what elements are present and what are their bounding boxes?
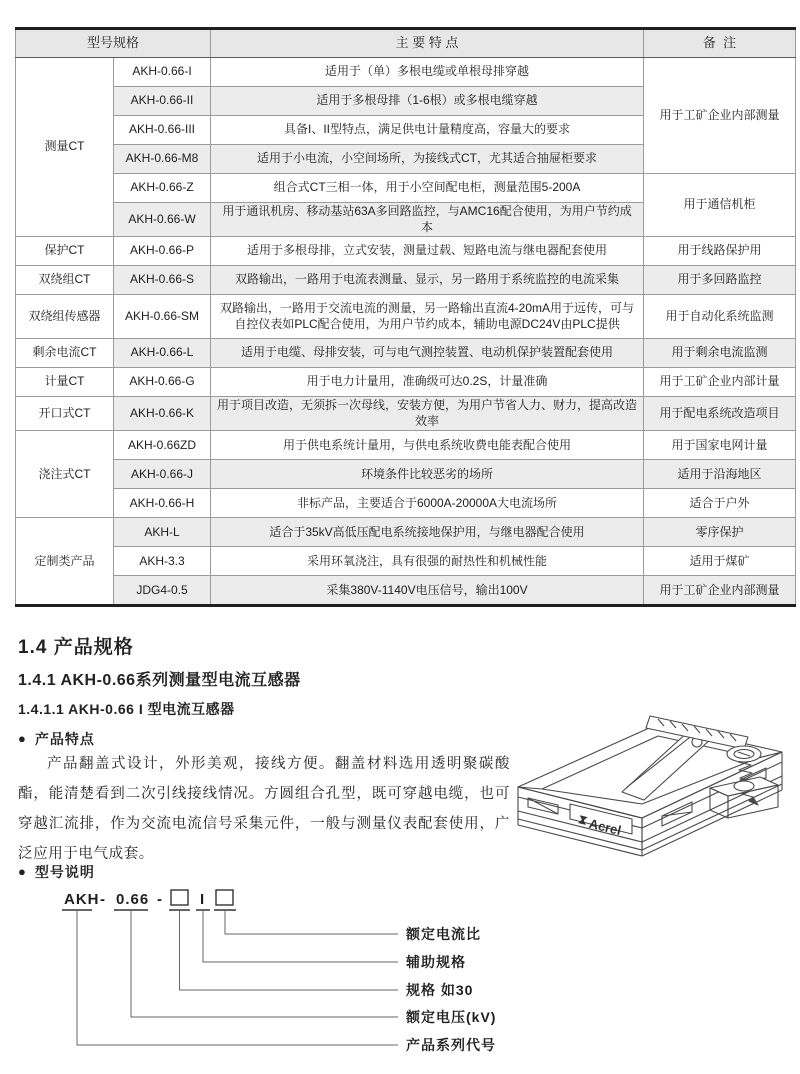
note-cell: 用于工矿企业内部测量: [644, 576, 796, 606]
model-cell: AKH-0.66-L: [114, 339, 211, 368]
features-cell: 双路输出，一路用于电流表测量、显示，另一路用于系统监控的电流采集: [211, 266, 644, 295]
note-cell: 用于工矿企业内部测量: [644, 58, 796, 174]
features-cell: 采集380V-1140V电压信号，输出100V: [211, 576, 644, 606]
model-cell: AKH-0.66-P: [114, 237, 211, 266]
features-cell: 适用于多根母排（1-6根）或多根电缆穿越: [211, 87, 644, 116]
model-cell: AKH-0.66-III: [114, 116, 211, 145]
table-row: [16, 397, 796, 431]
model-cell: AKH-0.66-H: [114, 489, 211, 518]
note-cell: 零序保护: [644, 518, 796, 547]
features-cell: 适用于电缆、母排安装，可与电气测控装置、电动机保护装置配套使用: [211, 339, 644, 368]
features-cell: 适用于小电流，小空间场所，为接线式CT，尤其适合抽屉柜要求: [211, 145, 644, 174]
model-cell: AKH-0.66-K: [114, 397, 211, 431]
model-spec-box: [171, 890, 188, 905]
table-row: [16, 431, 796, 460]
features-cell: 用于供电系统计量用，与供电系统收费电能表配合使用: [211, 431, 644, 460]
table-row: [16, 460, 796, 489]
model-connector-lines: [77, 910, 398, 1045]
model-cell: AKH-0.66-SM: [114, 295, 211, 339]
product-features-paragraph: 产品翻盖式设计，外形美观，接线方便。翻盖材料选用透明聚碳酸酯，能清楚看到二次引线接线情况。方圆组合孔型，既可穿越电缆，也可穿越汇流排，作为交流电流信号采集元件，一般与测量仪表配套使用，广泛应用于电气成套。: [18, 756, 510, 862]
header-features: 主 要 特 点: [211, 29, 644, 58]
brand-text: Acrel: [587, 815, 623, 839]
features-cell: 采用环氧浇注，具有很强的耐热性和机械性能: [211, 547, 644, 576]
features-cell: 适用于多根母排，立式安装，测量过载、短路电流与继电器配套使用: [211, 237, 644, 266]
note-cell: 用于工矿企业内部计量: [644, 368, 796, 397]
features-cell: 用于电力计量用，准确级可达0.2S，计量准确: [211, 368, 644, 397]
header-model-spec: 型号规格: [16, 29, 211, 58]
features-cell: 适合于35kV高低压配电系统接地保护用，与继电器配合使用: [211, 518, 644, 547]
section-title: 1.4 产品规格: [18, 637, 134, 658]
model-cell: AKH-0.66-Z: [114, 174, 211, 203]
bullet-icon: ●: [18, 864, 27, 879]
features-cell: 用于项目改造，无须拆一次母线，安装方便，为用户节省人力、财力，提高改造效率: [211, 397, 644, 431]
features-cell: 非标产品，主要适合于6000A-20000A大电流场所: [211, 489, 644, 518]
note-cell: 用于自动化系统监测: [644, 295, 796, 339]
model-part-series: AKH: [64, 891, 100, 908]
model-label-current-ratio: 额定电流比: [406, 926, 481, 942]
product-features-label: 产品特点: [34, 731, 95, 747]
model-label-aux-spec: 辅助规格: [406, 954, 466, 970]
category-cell: 测量CT: [16, 58, 114, 237]
model-dash: -: [100, 891, 106, 908]
model-cell: AKH-0.66-S: [114, 266, 211, 295]
product-line-drawing: [512, 692, 792, 867]
category-cell: 浇注式CT: [16, 431, 114, 518]
model-number-diagram: [40, 884, 510, 1070]
model-cell: AKH-0.66-G: [114, 368, 211, 397]
model-cell: AKH-0.66ZD: [114, 431, 211, 460]
note-cell: 适合于户外: [644, 489, 796, 518]
category-cell: 开口式CT: [16, 397, 114, 431]
model-cell: AKH-0.66-I: [114, 58, 211, 87]
table-row: [16, 547, 796, 576]
model-dash: -: [157, 891, 163, 908]
model-part-voltage: 0.66: [116, 891, 150, 908]
model-cell: AKH-L: [114, 518, 211, 547]
category-cell: 双绕组传感器: [16, 295, 114, 339]
product-features-heading: [18, 729, 95, 749]
category-cell: 剩余电流CT: [16, 339, 114, 368]
bullet-icon: ●: [18, 731, 27, 746]
table-row: [16, 339, 796, 368]
model-spec-table: [15, 27, 796, 607]
model-label-rated-voltage: 额定电压(kV): [406, 1009, 497, 1025]
model-cell: JDG4-0.5: [114, 576, 211, 606]
table-row: [16, 266, 796, 295]
table-row: [16, 237, 796, 266]
model-label-spec: 规格 如30: [406, 982, 474, 998]
note-cell: 用于配电系统改造项目: [644, 397, 796, 431]
features-cell: 双路输出，一路用于交流电流的测量，另一路输出直流4-20mA用于远传，可与自控仪表如PLC配合使用，为用户节约成本，辅助电源DC24V由PLC提供: [211, 295, 644, 339]
table-row: [16, 174, 796, 203]
features-cell: 用于通讯机房、移动基站63A多回路监控，与AMC16配合使用，为用户节约成本: [211, 203, 644, 237]
table-row: [16, 576, 796, 606]
note-cell: 用于多回路监控: [644, 266, 796, 295]
model-label-series-code: 产品系列代号: [406, 1037, 496, 1053]
note-cell: 用于剩余电流监测: [644, 339, 796, 368]
features-cell: 具备I、II型特点，满足供电计量精度高，容量大的要求: [211, 116, 644, 145]
category-cell: 双绕组CT: [16, 266, 114, 295]
table-row: [16, 295, 796, 339]
note-cell: 用于国家电网计量: [644, 431, 796, 460]
model-description-heading: [18, 862, 95, 882]
model-cell: AKH-0.66-M8: [114, 145, 211, 174]
subsection-title: 1.4.1 AKH-0.66系列测量型电流互感器: [18, 672, 301, 689]
table-header-row: [16, 29, 796, 58]
table-row: [16, 368, 796, 397]
table-row: [16, 518, 796, 547]
features-cell: 组合式CT三相一体，用于小空间配电柜，测量范围5-200A: [211, 174, 644, 203]
model-cell: AKH-0.66-W: [114, 203, 211, 237]
table-body: [16, 58, 796, 606]
model-part-aux: I: [200, 891, 206, 908]
subsubsection-title: 1.4.1.1 AKH-0.66 I 型电流互感器: [18, 701, 235, 717]
category-cell: 计量CT: [16, 368, 114, 397]
note-cell: 用于通信机柜: [644, 174, 796, 237]
category-cell: 保护CT: [16, 237, 114, 266]
note-cell: 适用于煤矿: [644, 547, 796, 576]
model-cell: AKH-3.3: [114, 547, 211, 576]
table-row: [16, 58, 796, 87]
model-cell: AKH-0.66-J: [114, 460, 211, 489]
note-cell: 用于线路保护用: [644, 237, 796, 266]
model-description-label: 型号说明: [34, 864, 95, 880]
features-cell: 环境条件比较恶劣的场所: [211, 460, 644, 489]
model-ratio-box: [216, 890, 233, 905]
header-notes: 备 注: [644, 29, 796, 58]
note-cell: 适用于沿海地区: [644, 460, 796, 489]
model-cell: AKH-0.66-II: [114, 87, 211, 116]
category-cell: 定制类产品: [16, 518, 114, 606]
table-row: [16, 489, 796, 518]
features-cell: 适用于（单）多根电缆或单根母排穿越: [211, 58, 644, 87]
